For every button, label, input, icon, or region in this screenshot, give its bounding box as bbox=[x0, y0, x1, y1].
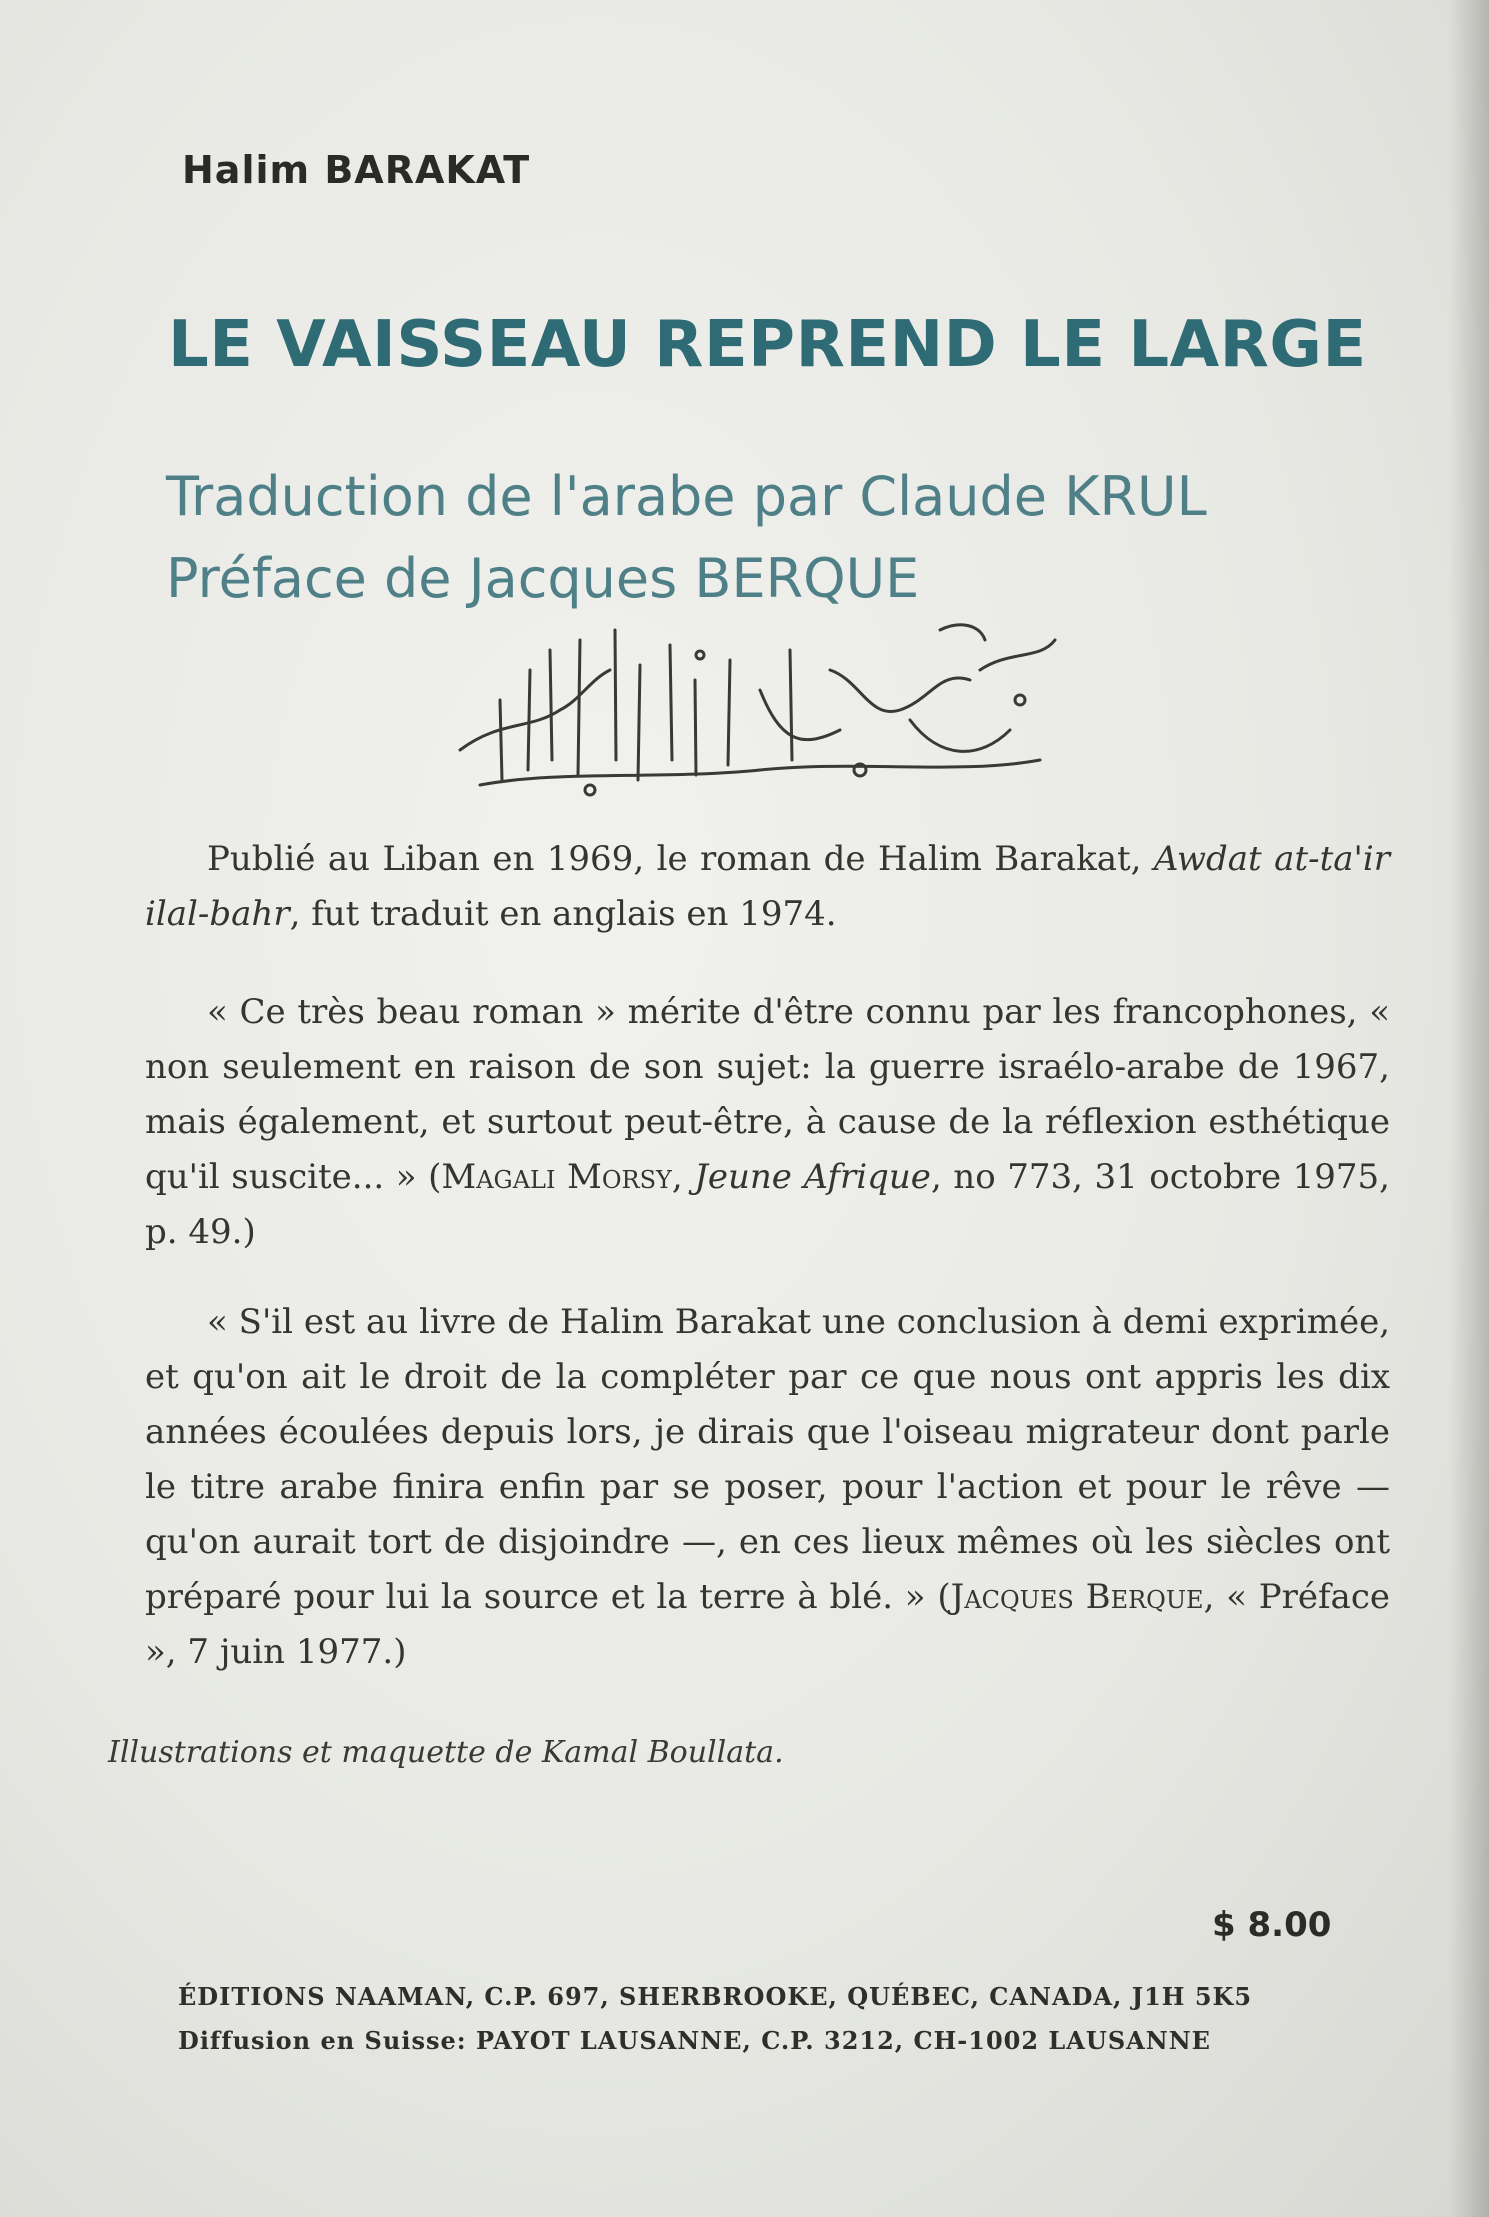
illustrations-credit: Illustrations et maquette de Kamal Boullata. bbox=[108, 1735, 784, 1770]
author-name: Halim BARAKAT bbox=[182, 148, 531, 192]
blurb-paragraph-1 bbox=[145, 832, 1390, 942]
quote-text: , « Préface », 7 juin 1977.) bbox=[145, 1577, 1390, 1672]
quote-text: « S'il est au livre de Halim Barakat une conclusion à demi exprimée, et qu'on ait le droit de la compléter par ce que nous ont appris les dix années écoulées depuis lors, je dirais que l'oiseau migrateur dont parle le titre arabe finira enfin par se poser, pour l'action et pour le rêve — qu'on aurait tort de disjoindre —, en ces lieux mêmes où les siècles ont préparé pour lui la source et la terre à blé. » ( bbox=[145, 1302, 1390, 1617]
quote-author: Magali Morsy bbox=[441, 1157, 672, 1197]
credits bbox=[166, 456, 1207, 620]
arabic-calligraphy-icon bbox=[440, 610, 1080, 820]
page-edge-shadow bbox=[1449, 0, 1489, 2217]
quote-author: Jacques Berque bbox=[950, 1577, 1204, 1617]
quote-source: Jeune Afrique bbox=[694, 1157, 931, 1197]
preface-credit: Préface de Jacques BERQUE bbox=[166, 547, 920, 610]
blurb-paragraph-2 bbox=[145, 985, 1390, 1260]
translation-credit: Traduction de l'arabe par Claude KRUL bbox=[166, 465, 1207, 528]
arabic-title: Awdat at-ta'ir ilal-bahr bbox=[145, 839, 1390, 934]
quote-text: , no 773, 31 octobre 1975, p. 49.) bbox=[145, 1157, 1390, 1252]
blurb-text: Publié au Liban en 1969, le roman de Halim Barakat, bbox=[207, 839, 1154, 879]
book-title: LE VAISSEAU REPREND LE LARGE bbox=[168, 308, 1367, 382]
publisher-info bbox=[178, 1975, 1298, 2063]
publisher-line-1: ÉDITIONS NAAMAN, C.P. 697, SHERBROOKE, QUÉBEC, CANADA, J1H 5K5 bbox=[178, 1982, 1253, 2011]
blurb-paragraph-3 bbox=[145, 1295, 1390, 1680]
price: $ 8.00 bbox=[1212, 1905, 1332, 1945]
publisher-line-2: Diffusion en Suisse: PAYOT LAUSANNE, C.P. 3212, CH-1002 LAUSANNE bbox=[178, 2026, 1211, 2055]
quote-text: « Ce très beau roman » mérite d'être connu par les francophones, « non seulement en raison de son sujet: la guerre israélo-arabe de 1967, mais également, et surtout peut-être, à cause de la réflexion esthétique qu'il suscite... » ( bbox=[145, 992, 1390, 1197]
quote-text: , bbox=[671, 1157, 695, 1197]
blurb-text: , fut traduit en anglais en 1974. bbox=[289, 894, 837, 934]
